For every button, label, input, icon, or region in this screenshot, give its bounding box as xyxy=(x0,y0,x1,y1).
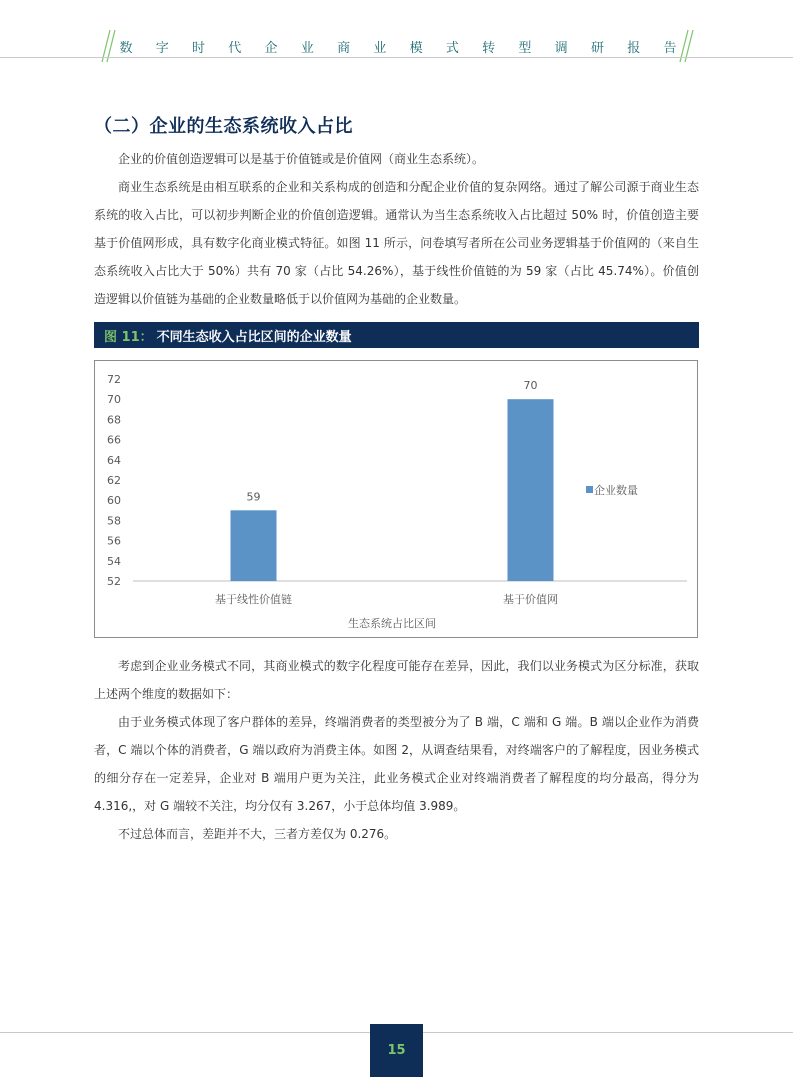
header-title-char: 商 xyxy=(337,41,351,56)
header-rule xyxy=(0,57,793,58)
header-title-char: 告 xyxy=(663,41,677,56)
legend-label: 企业数量 xyxy=(594,484,638,497)
y-tick-label: 66 xyxy=(107,433,121,447)
data-label: 70 xyxy=(523,379,538,393)
legend-swatch xyxy=(586,486,593,493)
page-number: 15 xyxy=(370,1024,423,1077)
y-tick-label: 72 xyxy=(107,373,121,386)
x-tick-label: 基于价值网 xyxy=(503,593,558,606)
header-title-char: 代 xyxy=(228,41,242,56)
section-heading: （二）企业的生态系统收入占比 xyxy=(94,116,353,137)
header-title-char: 模 xyxy=(409,41,423,56)
y-tick-label: 58 xyxy=(107,514,121,528)
paragraph-variance: 不过总体而言，差距并不大，三者方差仅为 0.276。 xyxy=(118,827,397,841)
y-tick-label: 62 xyxy=(107,474,121,487)
y-tick-label: 70 xyxy=(107,393,121,407)
header-title-char: 研 xyxy=(590,41,604,56)
header-left-slashes xyxy=(94,28,116,64)
y-tick-label: 56 xyxy=(107,534,121,548)
bar xyxy=(508,399,554,581)
header-title-char: 数 xyxy=(119,41,133,56)
paragraph-customer-types: 由于业务模式体现了客户群体的差异，终端消费者的类型被分为了 B 端，C 端和 G 端。B 端以企业作为消费者，C 端以个体的消费者，G 端以政府为消费主体。如图 2，从调查结果看，对终端客户的了解程度，因业务模式的细分存在一定差异，企业对 B 端用户更为关注，此业务模式企业对终端消费者了解程度的均分最高，得分为 4.316,，对 G 端较不关注，均分仅有 3.267，小于总体均值 3.989。 xyxy=(94,715,699,813)
header-title-char: 转 xyxy=(482,41,496,56)
y-tick-label: 60 xyxy=(107,494,121,508)
paragraph-business-model: 考虑到企业业务模式不同，其商业模式的数字化程度可能存在差异，因此，我们以业务模式为区分标准，获取上述两个维度的数据如下： xyxy=(94,659,699,701)
figure-title: 不同生态收入占比区间的企业数量 xyxy=(156,329,352,345)
header-title xyxy=(119,37,677,57)
header-title-char: 报 xyxy=(627,41,641,56)
y-tick-label: 64 xyxy=(107,453,121,467)
header-title-char: 式 xyxy=(445,41,459,56)
header-title-char: 时 xyxy=(192,41,206,56)
bar xyxy=(231,510,277,581)
x-axis-title: 生态系统占比区间 xyxy=(348,617,436,630)
paragraph-intro: 企业的价值创造逻辑可以是基于价值链或是价值网（商业生态系统）。 xyxy=(118,152,485,166)
bar-chart xyxy=(95,361,697,637)
figure-banner xyxy=(94,322,699,348)
header-right-slashes xyxy=(677,28,699,64)
y-tick-label: 52 xyxy=(107,575,121,588)
header-title-char: 调 xyxy=(554,41,568,56)
header-title-char: 字 xyxy=(155,41,169,56)
header-title-char: 型 xyxy=(518,41,532,56)
y-tick-label: 54 xyxy=(107,554,121,568)
header-title-char: 企 xyxy=(264,41,278,56)
header-title-char: 业 xyxy=(300,41,314,56)
x-tick-label: 基于线性价值链 xyxy=(215,593,292,606)
data-label: 59 xyxy=(246,490,261,504)
y-tick-label: 68 xyxy=(107,413,121,427)
header-title-char: 业 xyxy=(373,41,387,56)
paragraph-ecosystem: 商业生态系统是由相互联系的企业和关系构成的创造和分配企业价值的复杂网络。通过了解公司源于商业生态系统的收入占比，可以初步判断企业的价值创造逻辑。通常认为当生态系统收入占比超过 50% 时，价值创造主要基于价值网形成，具有数字化商业模式特征。如图 11 所示，问卷填写者所在公司业务逻辑基于价值网的（来自生态系统收入占比大于 50%）共有 70 家（占比 54.26%），基于线性价值链的为 59 家（占比 45.74%）。价值创造逻辑以价值链为基础的企业数量略低于以价值网为基础的企业数量。 xyxy=(94,180,699,306)
chart-frame xyxy=(94,360,698,638)
figure-label: 图 11： xyxy=(104,329,153,345)
